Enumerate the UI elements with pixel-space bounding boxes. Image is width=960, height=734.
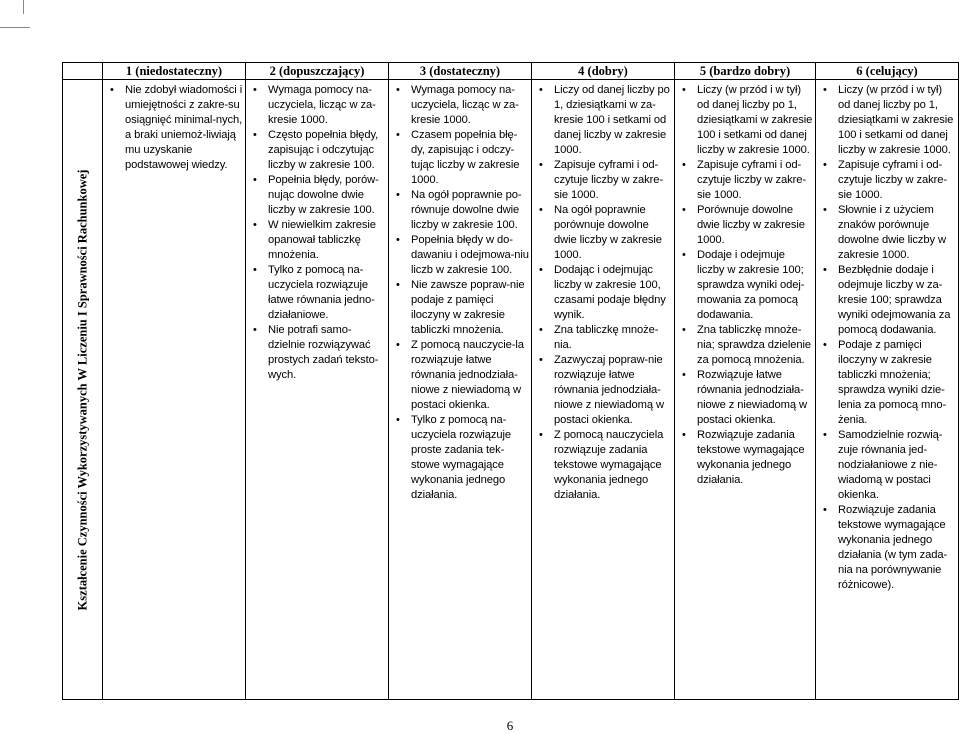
grade-header-6: 6 (celujący) (816, 63, 959, 80)
criterion-item: • Często popełnia błędy, zapisując i odczytując liczby w zakresie 100. (268, 128, 386, 173)
grade-header-4: 4 (dobry) (532, 63, 675, 80)
criterion-item: • Tylko z pomocą na-uczyciela rozwiązuje proste zadania tek-stowe wymagające wykonania jednego działania. (411, 413, 529, 503)
grade-1-cell (103, 80, 246, 700)
criterion-item: • Na ogół poprawnie po-równuje dowolne dwie liczby w zakresie 100. (411, 188, 529, 233)
grade-5-cell (675, 80, 816, 700)
grade-2-cell (246, 80, 389, 700)
grade-header-3: 3 (dostateczny) (389, 63, 532, 80)
corner-crop-mark (0, 0, 50, 30)
criterion-item: • Dodając i odejmując liczby w zakresie 100, czasami podaje błędny wynik. (554, 263, 672, 323)
criterion-item: • Z pomocą nauczyciela rozwiązuje zadania tekstowe wymagające wykonania jednego działania. (554, 428, 672, 503)
criterion-item: • Podaje z pamięci iloczyny w zakresie tabliczki mnożenia; sprawdza wyniki dzie-lenia za pomocą mno-żenia. (838, 338, 956, 428)
criterion-item: • Wymaga pomocy na-uczyciela, licząc w za-kresie 1000. (411, 83, 529, 128)
criterion-item: • Zazwyczaj popraw-nie rozwiązuje łatwe równania jednodziała-niowe z niewiadomą w postaci okienka. (554, 353, 672, 428)
criterion-item: • Czasem popełnia błę-dy, zapisując i odczy-tując liczby w zakresie 1000. (411, 128, 529, 188)
criterion-item: • Rozwiązuje zadania tekstowe wymagające wykonania jednego działania. (697, 428, 813, 488)
criterion-item: • Słownie i z użyciem znaków porównuje dowolne dwie liczby w zakresie 1000. (838, 203, 956, 263)
criterion-item: • Bezbłędnie dodaje i odejmuje liczby w za-kresie 100; sprawdza wyniki odejmowania za pomocą dodawania. (838, 263, 956, 338)
criterion-item: • Zna tabliczkę mnoże-nia. (554, 323, 672, 353)
criterion-item: • Z pomocą nauczycie-la rozwiązuje łatwe równania jednodziała-niowe z niewiadomą w postaci okienka. (411, 338, 529, 413)
criterion-item: • Popełnia błędy w do-dawaniu i odejmowa-niu liczb w zakresie 100. (411, 233, 529, 278)
grade-4-criteria-list (532, 83, 674, 509)
criterion-item: • Liczy od danej liczby po 1, dziesiątkami w za-kresie 100 i setkami od danej liczby w zakresie 1000. (554, 83, 672, 158)
criterion-item: • Zapisuje cyframi i od-czytuje liczby w zakre-sie 1000. (697, 158, 813, 203)
grade-3-criteria-list (389, 83, 531, 509)
section-label: Kształcenie Czynności Wykorzystywanych W Liczeniu I Sprawności Rachunkowej (75, 169, 89, 610)
criterion-item: • Wymaga pomocy na-uczyciela, licząc w za-kresie 1000. (268, 83, 386, 128)
criterion-item: • Nie zdobył wiadomości i umiejętności z zakre-su osiągnięć minimal-nych, a braki uniemoż-liwiają mu uzyskanie podstawowej wiedzy. (125, 83, 243, 173)
criterion-item: • Popełnia błędy, porów-nując dowolne dwie liczby w zakresie 100. (268, 173, 386, 218)
grade-3-cell (389, 80, 532, 700)
criterion-item: • Rozwiązuje łatwe równania jednodziała-niowe z niewiadomą w postaci okienka. (697, 368, 813, 428)
grade-5-criteria-list (675, 83, 815, 494)
assessment-criteria-table (62, 62, 959, 700)
grade-6-cell (816, 80, 959, 700)
criterion-item: • Zna tabliczkę mnoże-nia; sprawdza dzielenie za pomocą mnożenia. (697, 323, 813, 368)
grade-2-criteria-list (246, 83, 388, 389)
criterion-item: • Liczy (w przód i w tył) od danej liczby po 1, dziesiątkami w zakresie 100 i setkami od danej liczby w zakresie 1000. (838, 83, 956, 158)
criterion-item: • Samodzielnie rozwią-zuje równania jed-nodziałaniowe z nie-wiadomą w postaci okienka. (838, 428, 956, 503)
criterion-item: • Zapisuje cyframi i od-czytuje liczby w zakre-sie 1000. (838, 158, 956, 203)
grade-header-1: 1 (niedostateczny) (103, 63, 246, 80)
header-row (63, 63, 959, 80)
criterion-item: • Na ogół poprawnie porównuje dowolne dwie liczby w zakresie 1000. (554, 203, 672, 263)
page-number: 6 (506, 718, 514, 733)
criterion-item: • Liczy (w przód i w tył) od danej liczby po 1, dziesiątkami w zakresie 100 i setkami od danej liczby w zakresie 1000. (697, 83, 813, 158)
criterion-item: • Dodaje i odejmuje liczby w zakresie 100; sprawdza wyniki odej-mowania za pomocą dodawania. (697, 248, 813, 323)
criterion-item: • Zapisuje cyframi i od-czytuje liczby w zakre-sie 1000. (554, 158, 672, 203)
criterion-item: • W niewielkim zakresie opanował tabliczkę mnożenia. (268, 218, 386, 263)
criterion-item: • Porównuje dowolne dwie liczby w zakresie 1000. (697, 203, 813, 248)
section-label-cell (63, 80, 103, 700)
criteria-row (63, 80, 959, 700)
grade-header-5: 5 (bardzo dobry) (675, 63, 816, 80)
grade-4-cell (532, 80, 675, 700)
grade-1-criteria-list (103, 83, 245, 179)
criterion-item: • Nie potrafi samo-dzielnie rozwiązywać prostych zadań teksto-wych. (268, 323, 386, 383)
criterion-item: • Rozwiązuje zadania tekstowe wymagające wykonania jednego działania (w tym zada-nia na porównywanie różnicowe). (838, 503, 956, 593)
grade-6-criteria-list (816, 83, 958, 599)
corner-empty-cell (63, 63, 103, 80)
criterion-item: • Nie zawsze popraw-nie podaje z pamięci iloczyny w zakresie tabliczki mnożenia. (411, 278, 529, 338)
criterion-item: • Tylko z pomocą na-uczyciela rozwiązuje łatwe równania jedno-działaniowe. (268, 263, 386, 323)
grade-header-2: 2 (dopuszczający) (246, 63, 389, 80)
